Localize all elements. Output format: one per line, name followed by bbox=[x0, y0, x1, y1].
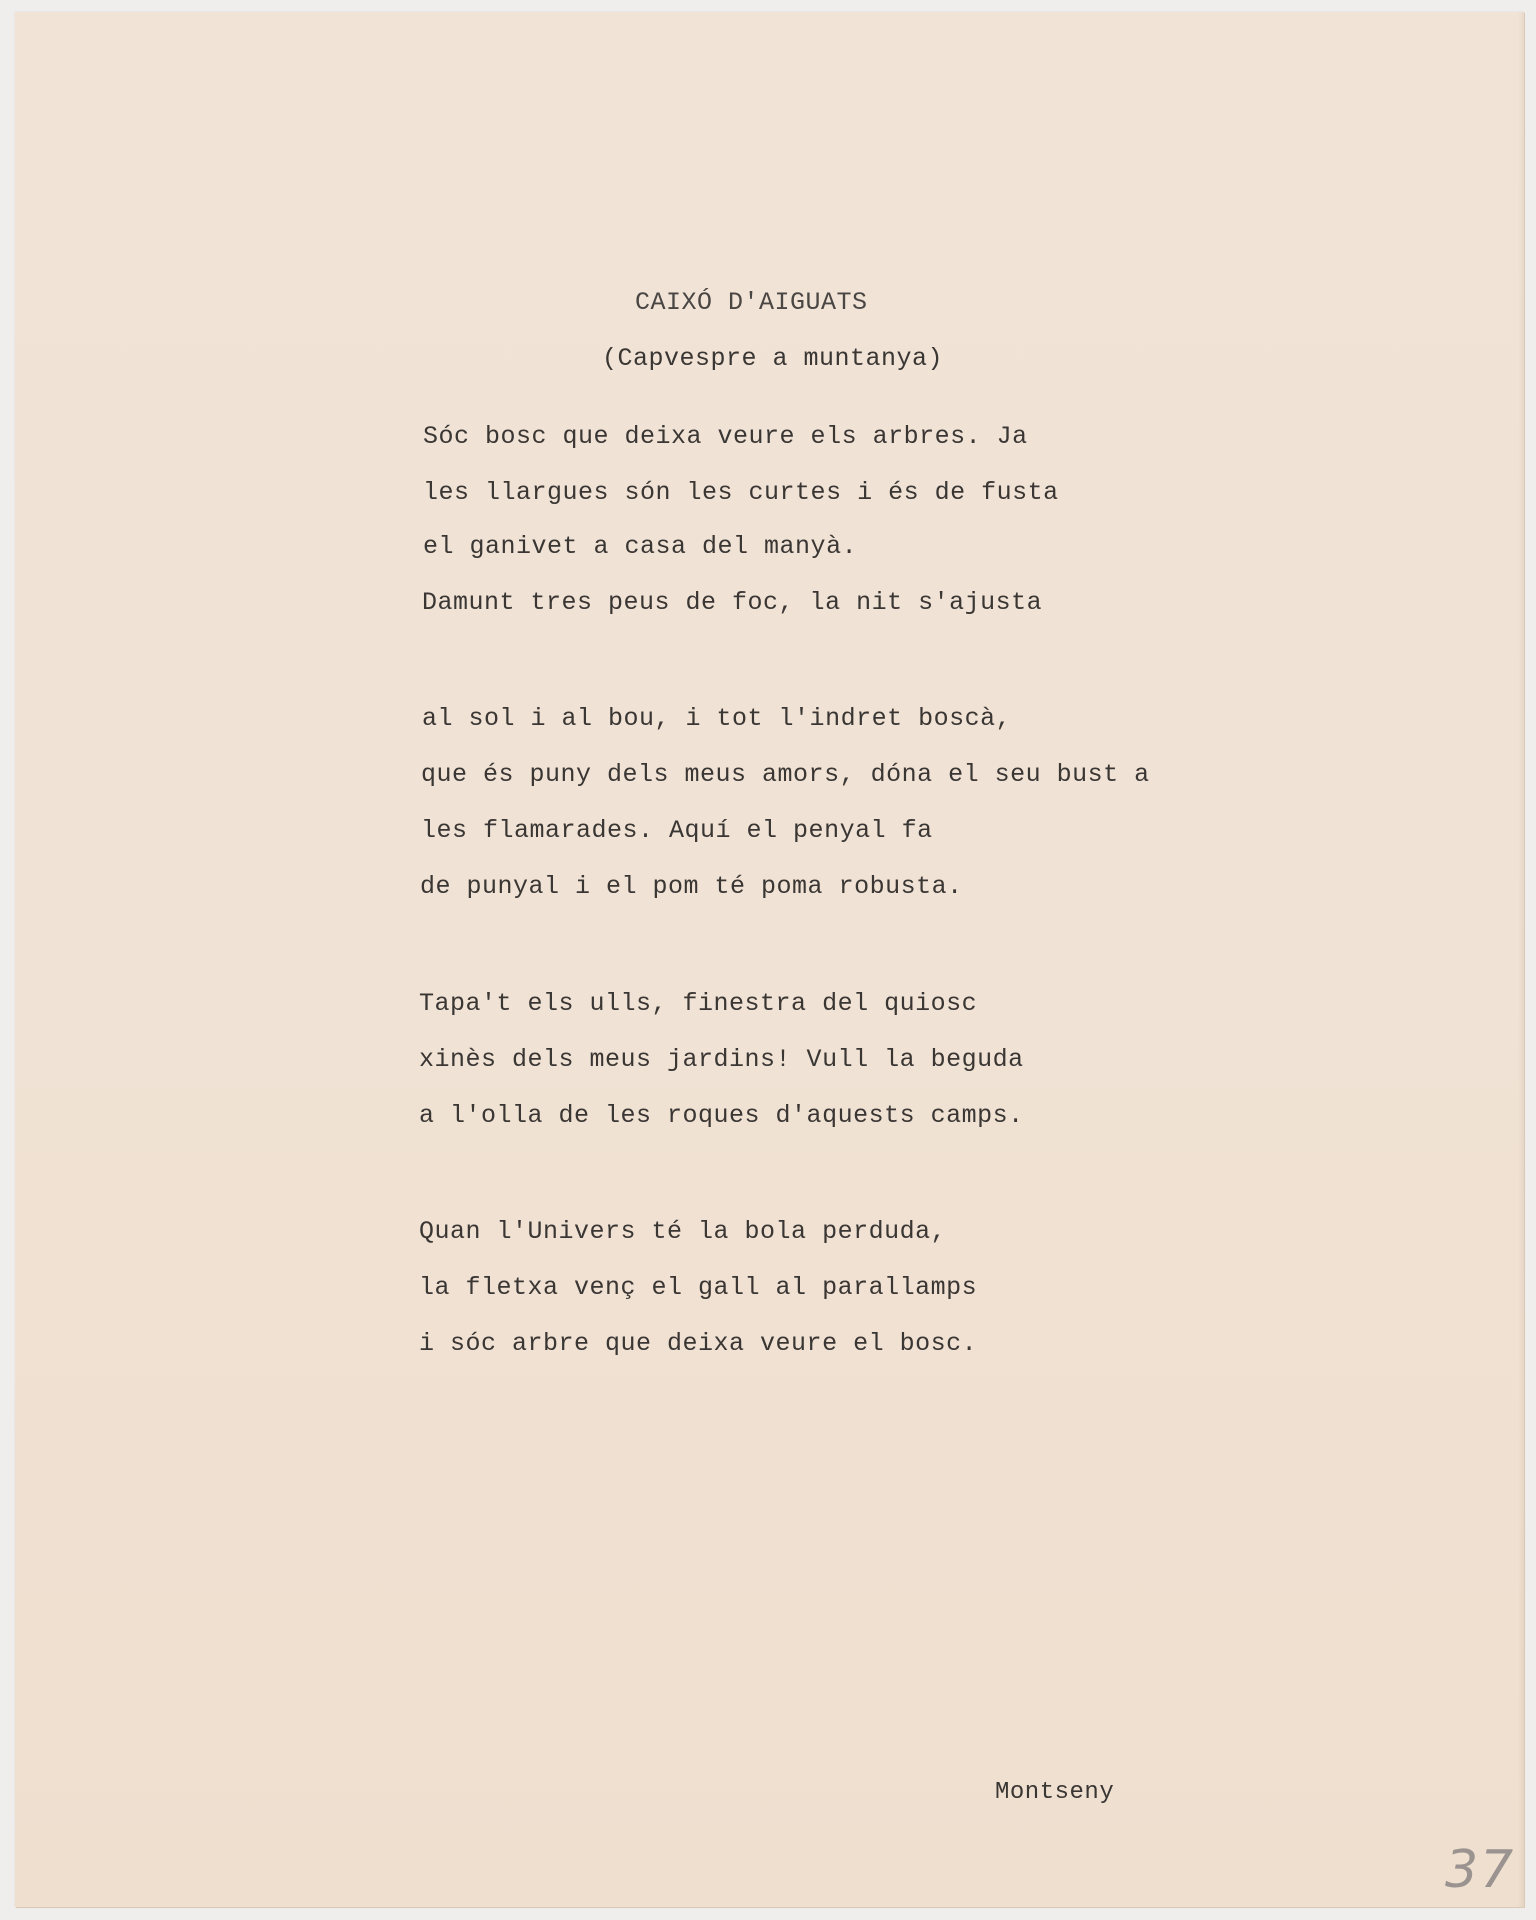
poem-line: a l'olla de les roques d'aquests camps. bbox=[419, 1101, 1024, 1130]
poem-line: Tapa't els ulls, finestra del quiosc bbox=[419, 989, 978, 1018]
poem-line: que és puny dels meus amors, dóna el seu bust a bbox=[421, 760, 1150, 789]
poem-line: al sol i al bou, i tot l'indret boscà, bbox=[422, 704, 1012, 733]
poem-line: Damunt tres peus de foc, la nit s'ajusta bbox=[422, 588, 1043, 617]
poem-title: CAIXÓ D'AIGUATS bbox=[635, 288, 868, 317]
handwritten-page-number: 37 bbox=[1445, 1840, 1516, 1900]
poem-line: el ganivet a casa del manyà. bbox=[423, 532, 858, 561]
poem-line: les llargues són les curtes i és de fusta bbox=[423, 478, 1059, 507]
poem-line: i sóc arbre que deixa veure el bosc. bbox=[419, 1329, 978, 1358]
poem-line: de punyal i el pom té poma robusta. bbox=[420, 872, 963, 901]
poem-line: Quan l'Univers té la bola perduda, bbox=[419, 1217, 947, 1246]
author-signature: Montseny bbox=[995, 1779, 1115, 1806]
poem-line: xinès dels meus jardins! Vull la beguda bbox=[419, 1045, 1024, 1074]
poem-line: Sóc bosc que deixa veure els arbres. Ja bbox=[423, 422, 1028, 451]
poem-line: les flamarades. Aquí el penyal fa bbox=[421, 816, 933, 845]
poem-line: la fletxa venç el gall al parallamps bbox=[419, 1273, 978, 1302]
paper-sheet bbox=[15, 12, 1524, 1907]
poem-subtitle: (Capvespre a muntanya) bbox=[602, 344, 944, 373]
